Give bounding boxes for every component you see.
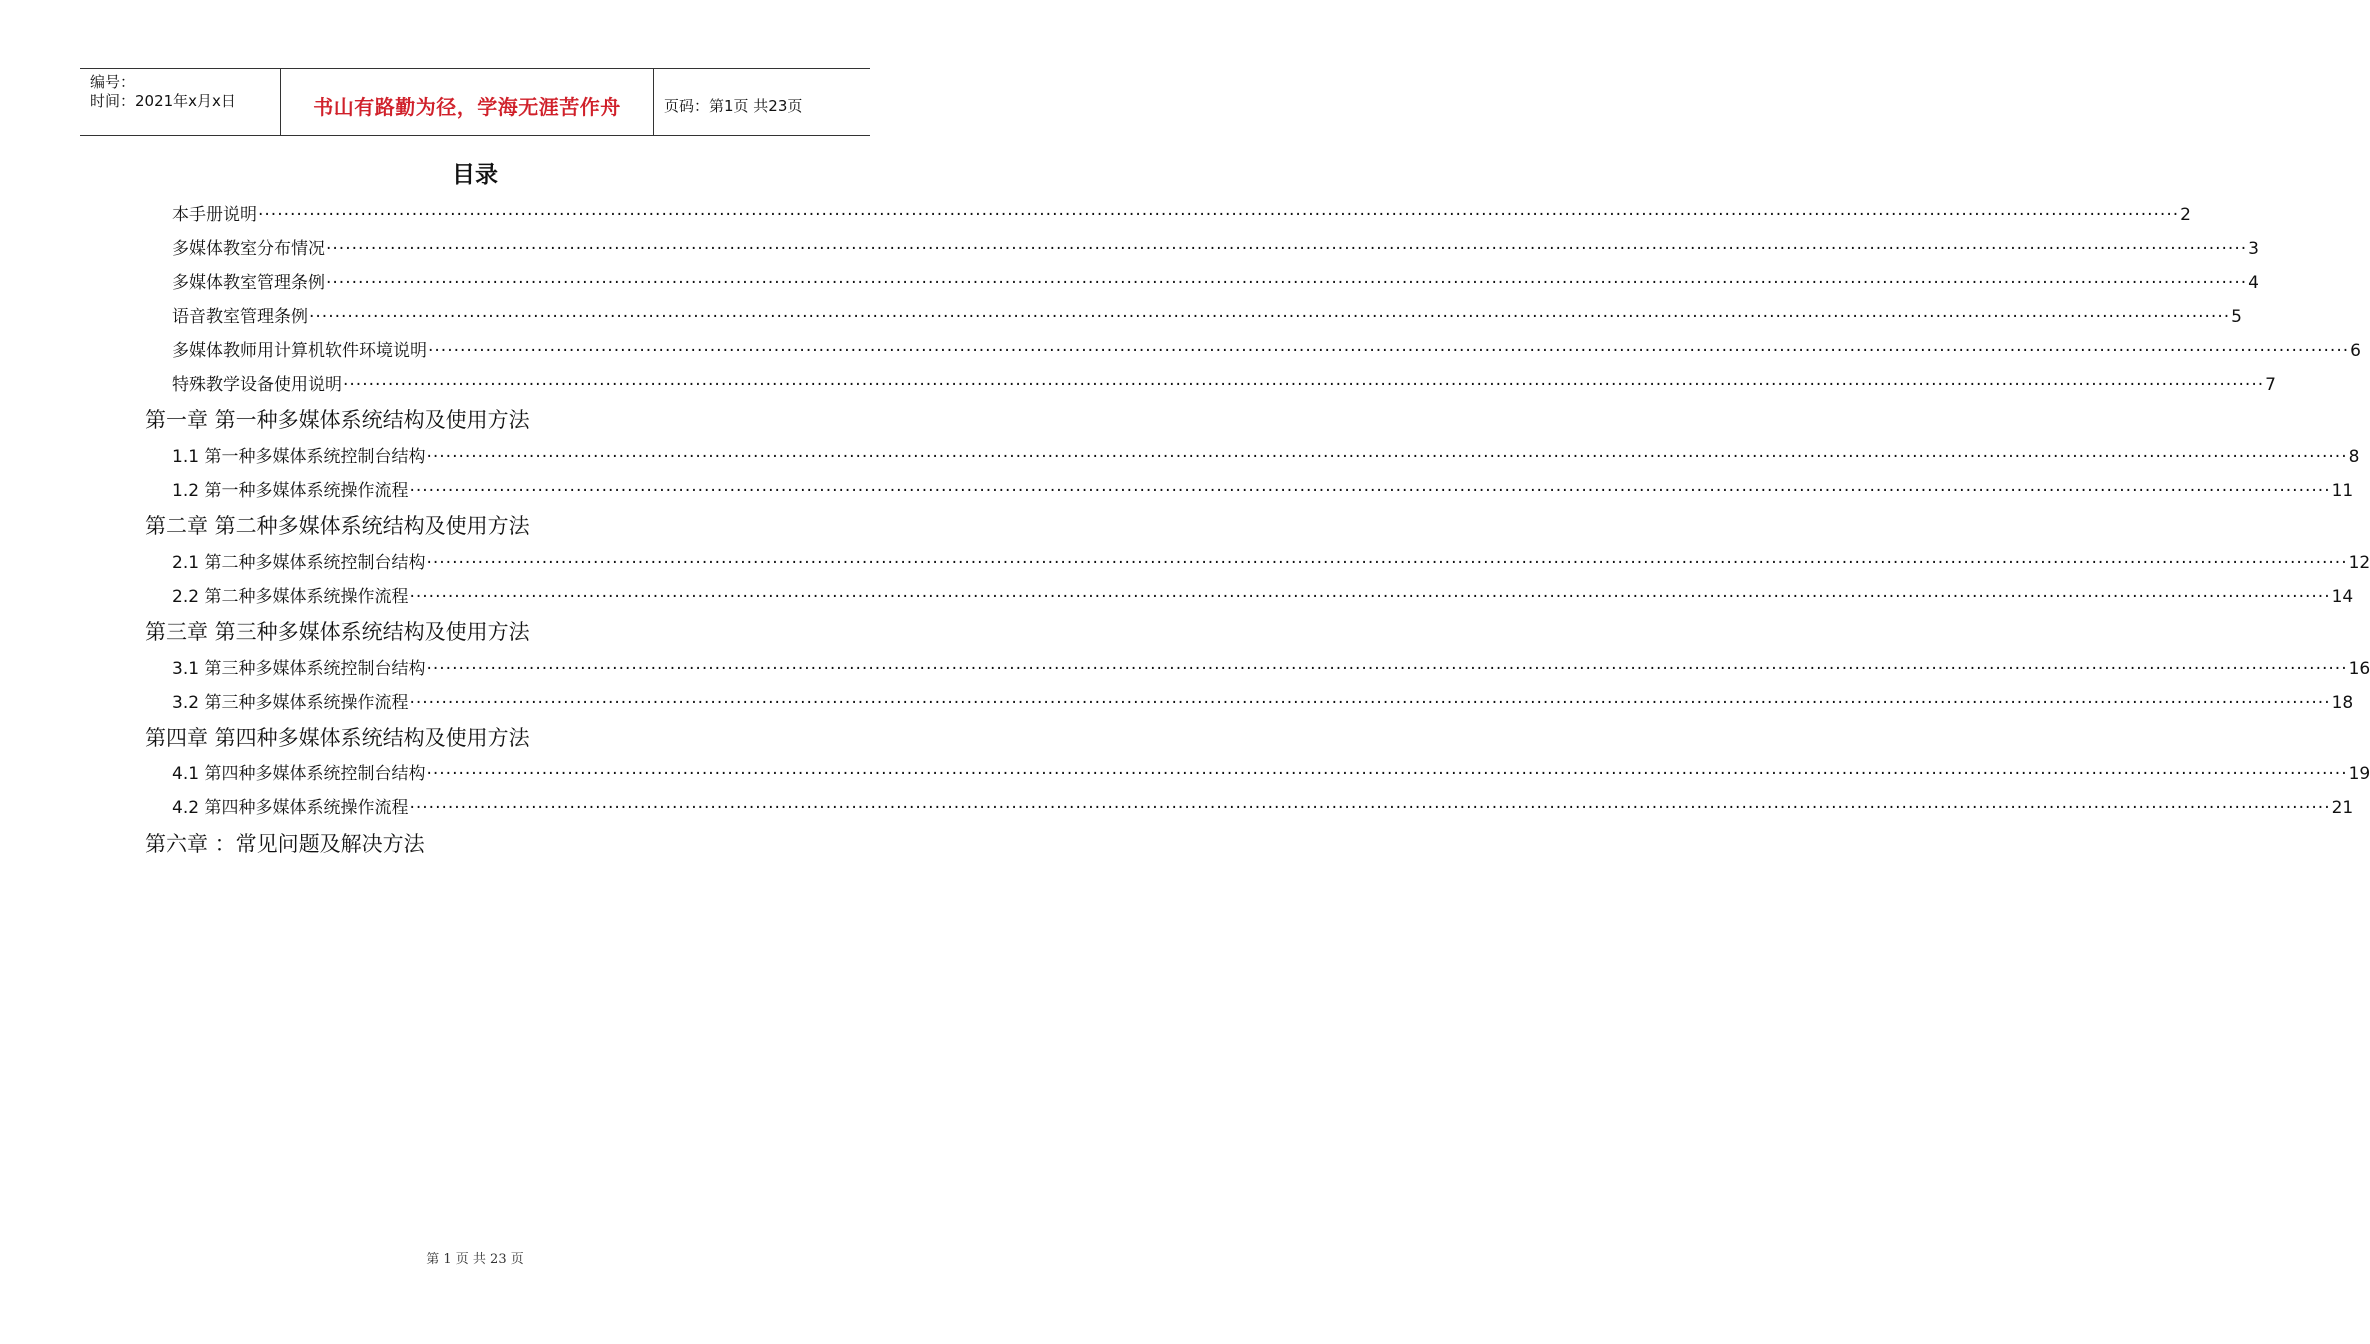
toc-chapter-heading[interactable]: 第三章 第三种多媒体系统结构及使用方法 (145, 620, 530, 644)
header-motto: 书山有路勤为径，学海无涯苦作舟 (281, 69, 654, 135)
toc-entry-page: 7 (2265, 375, 2276, 395)
toc-section-entry[interactable] (172, 550, 2370, 574)
document-date: 时间：2021年x月x日 (90, 92, 236, 110)
toc-entry-page: 3 (2248, 239, 2259, 259)
toc-entry-label: 1.1 第一种多媒体系统控制台结构 (172, 447, 426, 467)
toc-title: 目录 (452, 162, 498, 188)
toc-section-entry[interactable] (172, 761, 2370, 785)
toc-section-entry[interactable] (172, 444, 2360, 468)
toc-section-entry[interactable] (172, 690, 2354, 714)
toc-leader-dots: ············································································································································································································································································································ (309, 307, 2231, 327)
toc-leader-dots: ············································································································································································································································································································ (326, 239, 2248, 259)
toc-entry-label: 语音教室管理条例 (172, 307, 308, 327)
toc-entry-label: 多媒体教室管理条例 (172, 273, 325, 293)
toc-leader-dots: ············································································································································································································································································································ (426, 447, 2348, 467)
toc-entry-label: 特殊教学设备使用说明 (172, 375, 342, 395)
toc-entry-label: 4.2 第四种多媒体系统操作流程 (172, 798, 409, 818)
toc-leader-dots: ············································································································································································································································································································ (409, 481, 2331, 501)
toc-leader-dots: ············································································································································································································································································································ (428, 341, 2350, 361)
toc-entry-page: 19 (2348, 764, 2370, 784)
page-header (80, 68, 870, 136)
document-number-label: 编号： (90, 73, 136, 91)
toc-entry-label: 2.1 第二种多媒体系统控制台结构 (172, 553, 426, 573)
toc-entry-label: 多媒体教师用计算机软件环境说明 (172, 341, 427, 361)
toc-entry[interactable] (172, 270, 2259, 294)
toc-leader-dots: ············································································································································································································································································································ (426, 553, 2348, 573)
toc-entry[interactable] (172, 202, 2191, 226)
toc-entry-label: 3.2 第三种多媒体系统操作流程 (172, 693, 409, 713)
toc-entry-page: 4 (2248, 273, 2259, 293)
toc-leader-dots: ············································································································································································································································································································ (326, 273, 2248, 293)
toc-chapter-heading[interactable]: 第六章 ：常见问题及解决方法 (145, 832, 425, 856)
toc-entry-page: 5 (2231, 307, 2242, 327)
toc-chapter-heading[interactable]: 第二章 第二种多媒体系统结构及使用方法 (145, 514, 530, 538)
toc-section-entry[interactable] (172, 656, 2370, 680)
toc-entry-page: 11 (2331, 481, 2354, 501)
toc-section-entry[interactable] (172, 478, 2354, 502)
toc-leader-dots: ············································································································································································································································································································ (343, 375, 2265, 395)
toc-chapter-heading[interactable]: 第四章 第四种多媒体系统结构及使用方法 (145, 726, 530, 750)
toc-leader-dots: ············································································································································································································································································································ (409, 587, 2331, 607)
toc-entry-label: 3.1 第三种多媒体系统控制台结构 (172, 659, 426, 679)
toc-leader-dots: ············································································································································································································································································································ (426, 764, 2348, 784)
toc-entry-page: 14 (2331, 587, 2354, 607)
toc-entry-label: 本手册说明 (172, 205, 257, 225)
toc-entry-page: 18 (2331, 693, 2354, 713)
page-footer: 第 1 页 共 23 页 (426, 1252, 524, 1267)
toc-entry-label: 2.2 第二种多媒体系统操作流程 (172, 587, 409, 607)
toc-entry-page: 6 (2350, 341, 2361, 361)
toc-entry-page: 12 (2348, 553, 2370, 573)
toc-leader-dots: ············································································································································································································································································································ (258, 205, 2180, 225)
toc-entry-page: 8 (2348, 447, 2360, 467)
toc-entry-page: 21 (2331, 798, 2354, 818)
toc-entry[interactable] (172, 236, 2259, 260)
toc-section-entry[interactable] (172, 584, 2354, 608)
toc-leader-dots: ············································································································································································································································································································ (409, 693, 2331, 713)
toc-entry-label: 多媒体教室分布情况 (172, 239, 325, 259)
toc-entry-page: 2 (2180, 205, 2191, 225)
header-page-info: 页码：第1页 共23页 (664, 96, 803, 115)
toc-leader-dots: ············································································································································································································································································································ (409, 798, 2331, 818)
toc-entry-page: 16 (2348, 659, 2370, 679)
toc-leader-dots: ············································································································································································································································································································ (426, 659, 2348, 679)
toc-chapter-heading[interactable]: 第一章 第一种多媒体系统结构及使用方法 (145, 408, 530, 432)
toc-entry-label: 1.2 第一种多媒体系统操作流程 (172, 481, 409, 501)
toc-entry-label: 4.1 第四种多媒体系统控制台结构 (172, 764, 426, 784)
toc-entry[interactable] (172, 338, 2361, 362)
toc-entry[interactable] (172, 372, 2276, 396)
header-meta (80, 69, 281, 135)
toc-entry[interactable] (172, 304, 2242, 328)
toc-section-entry[interactable] (172, 795, 2354, 819)
